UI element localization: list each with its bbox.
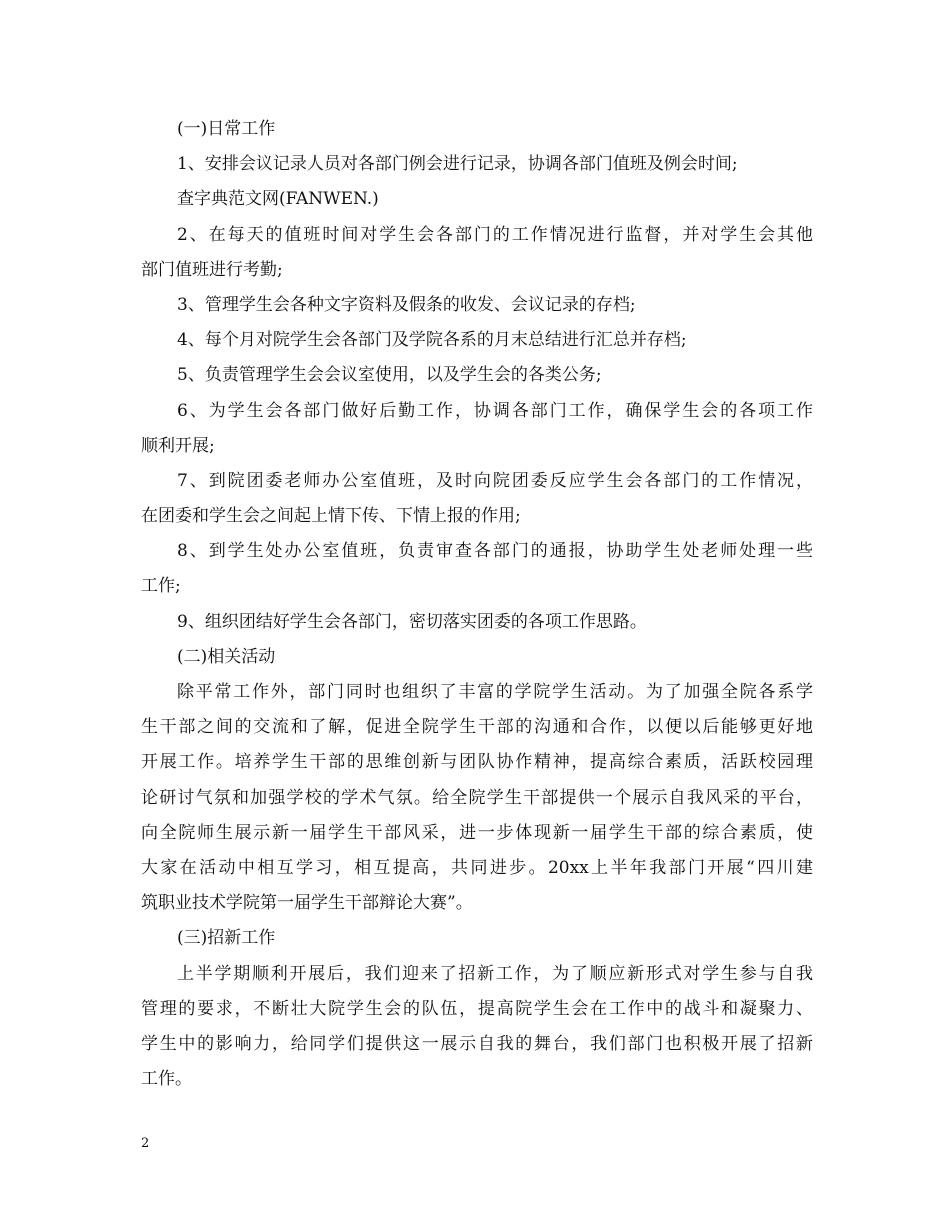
document-line: 开展工作。培养学生干部的思维创新与团队协作精神，提高综合素质，活跃校园理 xyxy=(141,752,813,773)
document-line: 查字典范文网(FANWEN.) xyxy=(177,189,379,210)
document-line: 生干部之间的交流和了解，促进全院学生干部的沟通和合作，以便以后能够更好地 xyxy=(141,717,813,738)
document-line: 2、在每天的值班时间对学生会各部门的工作情况进行监督，并对学生会其他 xyxy=(177,224,813,245)
document-line: 6、为学生会各部门做好后勤工作，协调各部门工作，确保学生会的各项工作 xyxy=(177,400,813,421)
document-line: (二)相关活动 xyxy=(177,646,276,667)
document-line: 筑职业技术学院第一届学生干部辩论大赛”。 xyxy=(141,893,473,914)
document-line: 顺利开展; xyxy=(141,435,215,456)
page-number: 2 xyxy=(141,1136,150,1151)
document-line: 管理的要求，不断壮大院学生会的队伍，提高院学生会在工作中的战斗和凝聚力、 xyxy=(141,998,813,1019)
document-body xyxy=(141,112,813,1097)
document-line: 大家在活动中相互学习，相互提高，共同进步。20xx上半年我部门开展“四川建 xyxy=(141,857,813,878)
document-line: 工作。 xyxy=(141,1069,192,1090)
document-line: 论研讨气氛和加强学校的学术气氛。给全院学生干部提供一个展示自我风采的平台， xyxy=(141,787,813,808)
document-line: (三)招新工作 xyxy=(177,928,276,949)
document-line: 在团委和学生会之间起上情下传、下情上报的作用; xyxy=(141,506,521,527)
document-line: 5、负责管理学生会会议室使用，以及学生会的各类公务; xyxy=(177,365,602,386)
document-line: 向全院师生展示新一届学生干部风采，进一步体现新一届学生干部的综合素质，使 xyxy=(141,822,813,843)
document-line: 9、组织团结好学生会各部门，密切落实团委的各项工作思路。 xyxy=(177,611,647,632)
document-line: 7、到院团委老师办公室值班，及时向院团委反应学生会各部门的工作情况， xyxy=(177,470,813,491)
document-line: 4、每个月对院学生会各部门及学院各系的月末总结进行汇总并存档; xyxy=(177,330,687,351)
document-line: 学生中的影响力，给同学们提供这一展示自我的舞台，我们部门也积极开展了招新 xyxy=(141,1033,813,1054)
document-line: (一)日常工作 xyxy=(177,119,276,139)
document-line: 部门值班进行考勤; xyxy=(141,259,283,280)
document-line: 1、安排会议记录人员对各部门例会进行记录，协调各部门值班及例会时间; xyxy=(177,154,738,175)
document-line: 3、管理学生会各种文字资料及假条的收发、会议记录的存档; xyxy=(177,294,636,315)
document-line: 工作; xyxy=(141,576,181,597)
document-line: 除平常工作外，部门同时也组织了丰富的学院学生活动。为了加强全院各系学 xyxy=(177,682,813,702)
document-line: 上半学期顺利开展后，我们迎来了招新工作，为了顺应新形式对学生参与自我 xyxy=(177,963,813,984)
document-line: 8、到学生处办公室值班，负责审查各部门的通报，协助学生处老师处理一些 xyxy=(177,541,813,562)
